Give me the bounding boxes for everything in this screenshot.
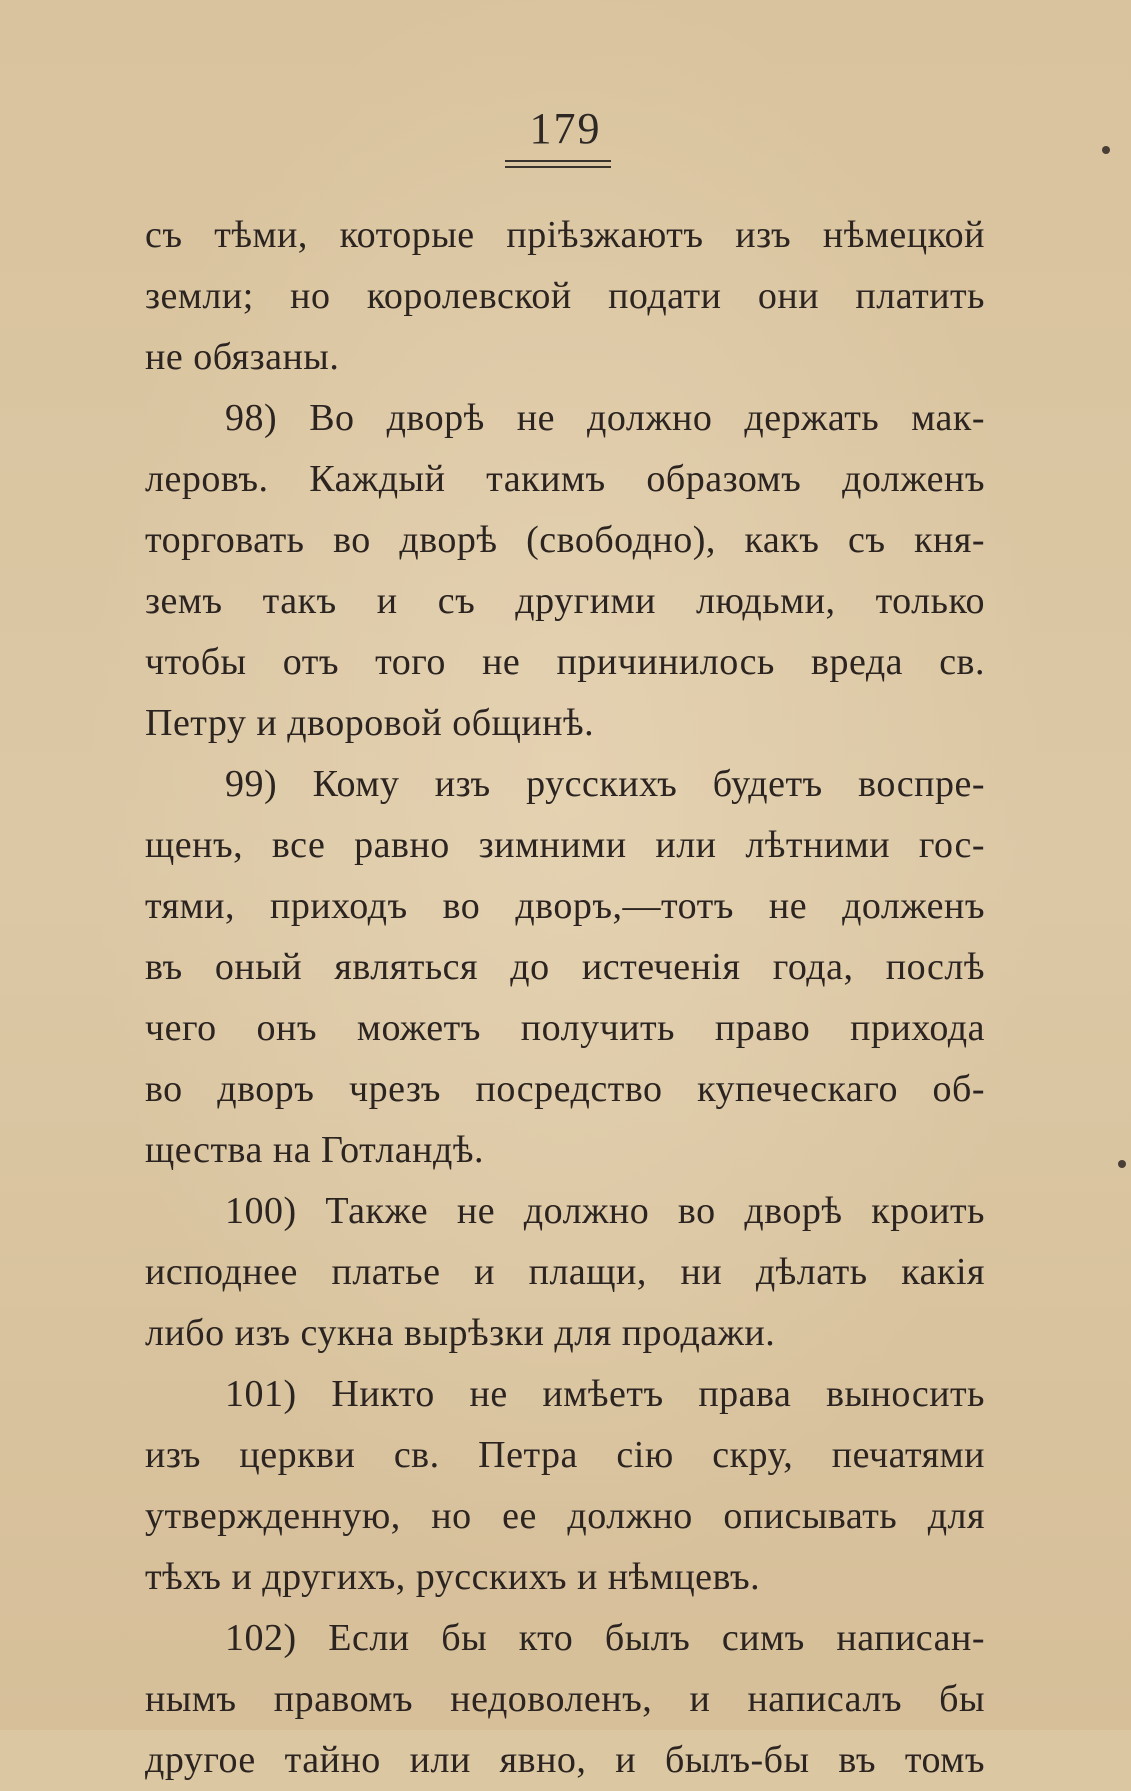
text-line: леровъ. Каждый такимъ образомъ долженъ xyxy=(145,458,985,500)
text-line: нымъ правомъ недоволенъ, и написалъ бы xyxy=(145,1678,985,1720)
text-line: изъ церкви св. Петра сію скру, печатями xyxy=(145,1434,985,1476)
text-line: чего онъ можетъ получить право прихода xyxy=(145,1007,985,1049)
paper-speck xyxy=(1118,1160,1126,1168)
text-line: не обязаны. xyxy=(145,336,340,378)
text-line: чтобы отъ того не причинилось вреда св. xyxy=(145,641,985,683)
text-line: щенъ, все равно зимними или лѣтними гос- xyxy=(145,824,985,866)
text-line: съ тѣми, которые пріѣзжаютъ изъ нѣмецкой xyxy=(145,214,985,256)
text-line: въ оный являться до истеченія года, послѣ xyxy=(145,946,985,988)
text-line: щества на Готландѣ. xyxy=(145,1129,484,1171)
text-line: тѣхъ и другихъ, русскихъ и нѣмцевъ. xyxy=(145,1556,761,1598)
text-line: либо изъ сукна вырѣзки для продажи. xyxy=(145,1312,776,1354)
text-line: Петру и дворовой общинѣ. xyxy=(145,702,595,744)
paragraph-101-start: 101) Никто не имѣетъ права выносить xyxy=(225,1373,985,1415)
text-line: другое тайно или явно, и былъ-бы въ томъ xyxy=(145,1739,985,1781)
paragraph-102-start: 102) Если бы кто былъ симъ написан- xyxy=(225,1617,985,1659)
text-line: земли; но королевской подати они платить xyxy=(145,275,985,317)
text-line: во дворъ чрезъ посредство купеческаго об- xyxy=(145,1068,985,1110)
paragraph-100-start: 100) Также не должно во дворѣ кроить xyxy=(225,1190,985,1232)
paper-speck xyxy=(1102,146,1110,154)
body-text xyxy=(145,205,985,1791)
text-line: земъ такъ и съ другими людьми, только xyxy=(145,580,985,622)
paragraph-98-start: 98) Во дворѣ не должно держать мак- xyxy=(225,397,985,439)
text-line: торговать во дворѣ (свободно), какъ съ кня- xyxy=(145,519,985,561)
paragraph-99-start: 99) Кому изъ русскихъ будетъ воспре- xyxy=(225,763,985,805)
page-number: 179 xyxy=(529,104,602,153)
text-line: тями, приходъ во дворъ,—тотъ не долженъ xyxy=(145,885,985,927)
text-line: исподнее платье и плащи, ни дѣлать какія xyxy=(145,1251,985,1293)
page-number-rule-bottom xyxy=(505,166,611,168)
page-number-rule-top xyxy=(505,160,611,162)
text-line: утвержденную, но ее должно описывать для xyxy=(145,1495,985,1537)
